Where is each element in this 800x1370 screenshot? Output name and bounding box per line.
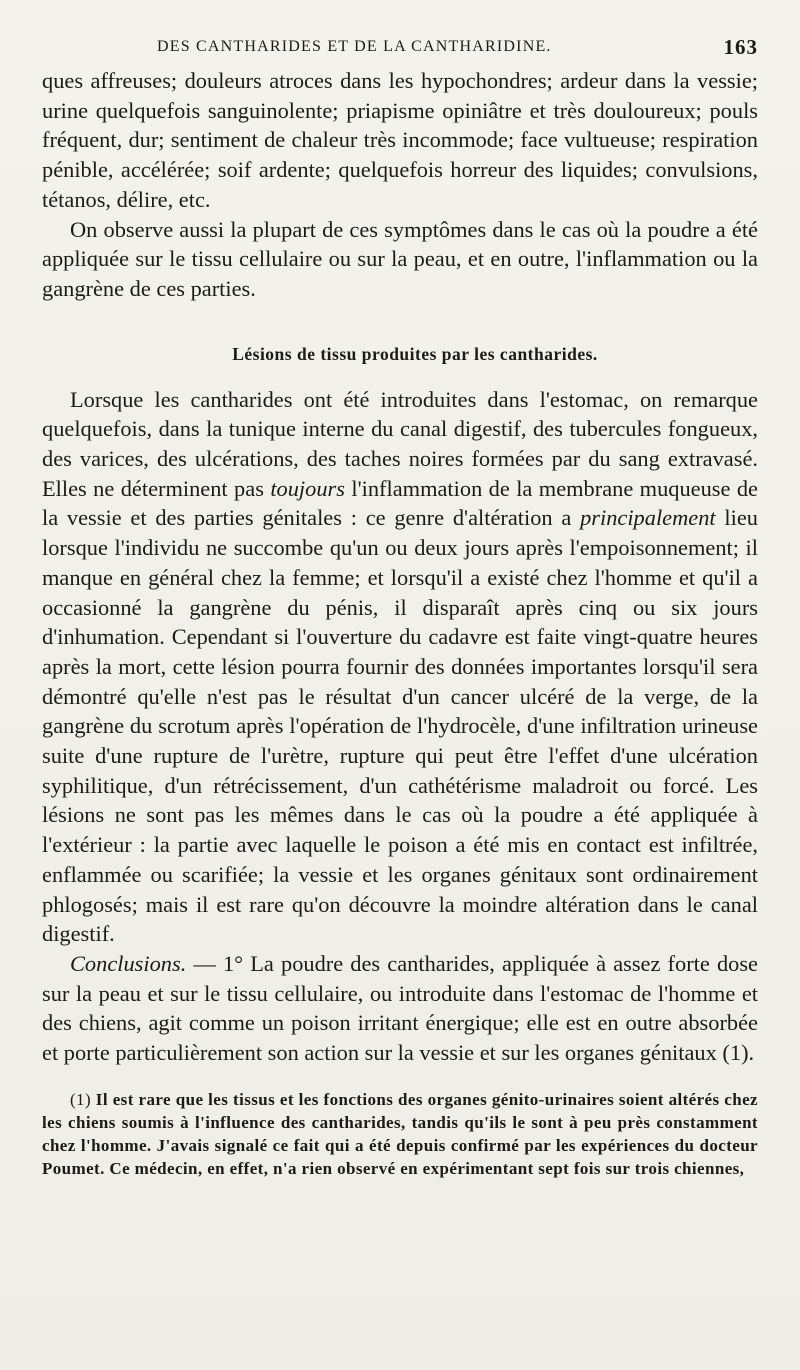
paragraph-lesions [42,385,758,949]
lesions-text-3: lieu lorsque l'individu ne succombe qu'un ou deux jours après l'empoisonnement; il manque en général chez la femme; et lorsqu'il a existé chez l'homme et qu'il a occasionné la gangrène du pénis, il disparaît après cinq ou six jours d'inhumation. Cependant si l'ouverture du cadavre est faite vingt-quatre heures après la mort, cette lésion pourra fournir des données importantes lorsqu'il sera démontré qu'elle n'est pas le résultat d'un cancer ulcéré de la verge, de la gangrène du scrotum après l'opération de l'hydrocèle, d'une infiltration urineuse suite d'une rupture de l'urètre, rupture qui peut être l'effet d'une ulcération syphilitique, d'un rétrécissement, d'un cathétérisme maladroit ou forcé. Les lésions ne sont pas les mêmes dans le cas où la poudre a été appliquée à l'extérieur : la partie avec laquelle le poison a été mis en contact est infiltrée, enflammée ou scarifiée; la vessie et les organes génitaux sont ordinairement phlogosés; mais il est rare qu'on découvre la moindre altération dans le canal digestif. [42,505,758,947]
page-number: 163 [723,35,758,59]
lesions-text-1: Lorsque les cantharides ont été introduites dans l'estomac, on remarque quelquefois, dans la tunique interne du canal digestif, des tubercules fongueux, des varices, des ulcérations, des taches noires formées par du sang extravasé. Elles ne déterminent pas [42,386,758,501]
section-heading [42,344,758,365]
conclusions-text: — 1° La poudre des cantharides, appliquée à assez forte dose sur la peau et sur le tissu cellulaire, ou introduite dans l'estomac de l'homme et des chiens, agit comme un poison irritant énergique; elle est en outre absorbée et porte particulièrement son action sur la vessie et sur les organes génitaux (1). [42,950,758,1066]
footnote-text: Il est rare que les tissus et les fonctions des organes génito-urinaires soient altérés chez les chiens soumis à l'influence des cantharides, tandis qu'ils le sont à peu près constamment chez l'homme. J'avais signalé ce fait qui a été depuis confirmé par les expériences du docteur Poumet. Ce médecin, en effet, n'a rien observé en expérimentant sept fois sur trois chiennes, [42,1089,758,1178]
footnote-mark: (1) [70,1089,92,1109]
page-header [42,30,758,66]
conclusions-label: Conclusions. [70,950,187,976]
section-heading-text: Lésions de tissu produites par les cantharides. [232,343,598,364]
paragraph-conclusions [42,949,758,1068]
running-title: DES CANTHARIDES ET DE LA CANTHARIDINE. [157,38,552,55]
paragraph-external-application: On observe aussi la plupart de ces symptômes dans le cas où la poudre a été appliquée sur le tissu cellulaire ou sur la peau, et en outre, l'inflammation ou la gangrène de ces parties. [42,216,758,301]
lesions-text-2: l'inflammation de la membrane muqueuse de la vessie et des parties génitales : ce genre d'altération a [42,475,758,531]
lesions-emphasis-toujours: toujours [270,475,345,501]
footnote [42,1088,758,1180]
lesions-emphasis-principalement: principalement [580,505,716,531]
paragraph-symptoms: ques affreuses; douleurs atroces dans les hypochondres; ardeur dans la vessie; urine quelquefois sanguinolente; priapisme opiniâtre et très douloureux; pouls fréquent, dur; sentiment de chaleur très incommode; face vultueuse; respiration pénible, accélérée; soif ardente; quelquefois horreur des liquides; convulsions, tétanos, délire, etc. [42,68,758,212]
